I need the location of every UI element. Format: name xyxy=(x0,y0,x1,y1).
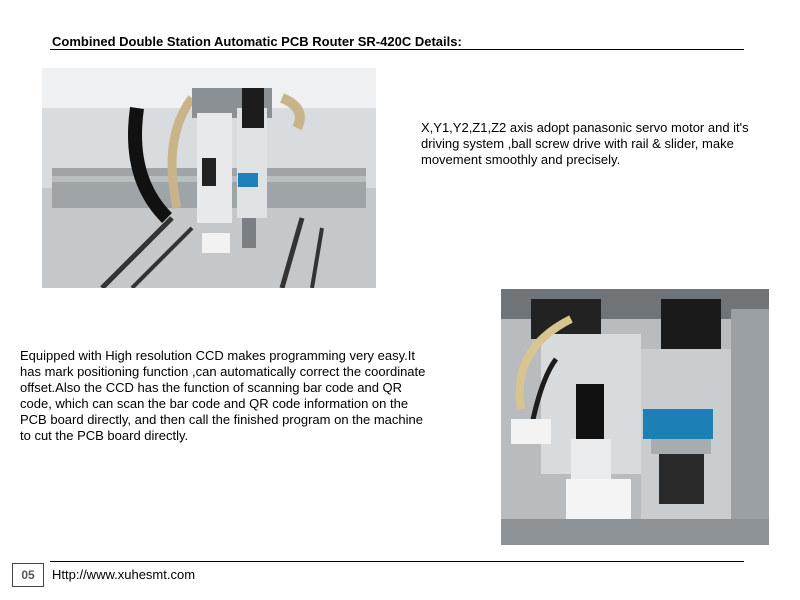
header-divider xyxy=(50,49,744,50)
page-number: 05 xyxy=(12,563,44,587)
footer-divider xyxy=(50,561,744,562)
servo-motor-description: X,Y1,Y2,Z1,Z2 axis adopt panasonic servo motor and it's driving system ,ball screw drive with rail & slider, make movement smoothly and precisely. xyxy=(421,120,749,167)
website-url[interactable]: Http://www.xuhesmt.com xyxy=(52,567,196,582)
router-gantry-photo xyxy=(42,68,376,288)
ccd-description: Equipped with High resolution CCD makes programming very easy.It has mark positioning function ,can automatically correct the coordinate offset.Also the CCD has the function of scanning bar code and QR code, which can scan the bar code and QR code information on the PCB board directly, and then call the finished program on the machine to cut the PCB board directly. xyxy=(20,348,426,443)
spindle-ccd-closeup-photo xyxy=(501,289,769,545)
page-title: Combined Double Station Automatic PCB Router SR-420C Details: xyxy=(52,34,462,49)
